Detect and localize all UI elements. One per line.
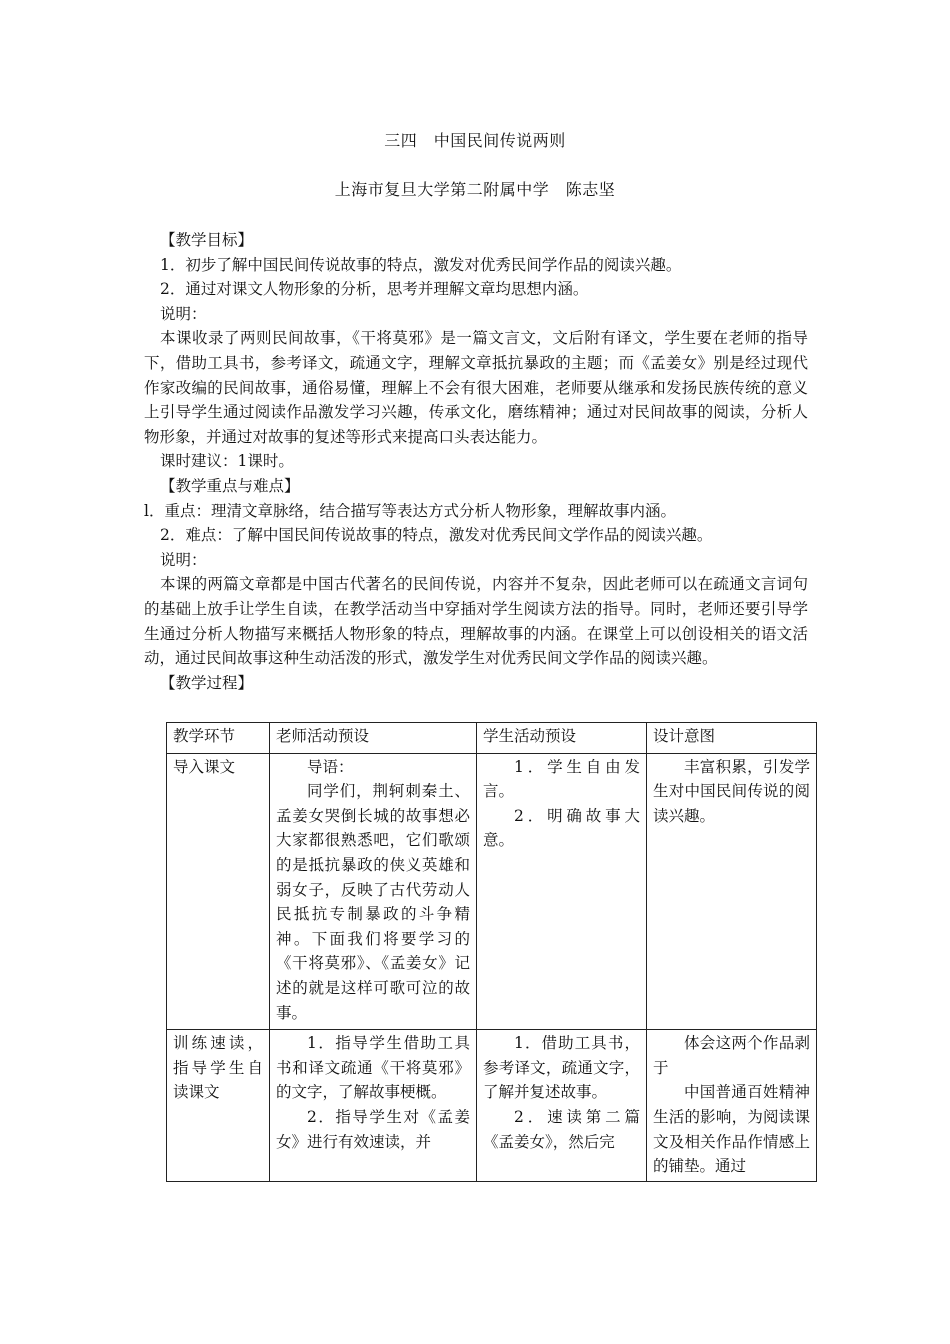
document-title: 三四 中国民间传说两则	[384, 131, 566, 150]
focus-note: 本课的两篇文章都是中国古代著名的民间传说，内容并不复杂，因此老师可以在疏通文言词句的基础上放手让学生自读，在教学活动当中穿插对学生阅读方法的指导。同时，老师还要引导学生通过分析人物描写来概括人物形象的特点，理解故事的内涵。在课堂上可以创设相关的语文活动，通过民间故事这种生动活泼的形式，激发学生对优秀民间文学作品的阅读兴趣。	[144, 575, 808, 668]
stage-cell	[167, 1030, 270, 1182]
teacher-text: 导语：	[307, 757, 354, 776]
intent-text: 体会这两个作品剥于	[653, 1034, 810, 1077]
process-heading: 【教学过程】	[160, 673, 254, 692]
focus-note-label: 说明：	[160, 550, 207, 569]
stage-cell	[167, 753, 270, 1030]
teacher-cell	[270, 753, 477, 1030]
class-hours: 课时建议：1课时。	[160, 452, 294, 471]
table-row	[167, 1030, 817, 1182]
document-author: 上海市复旦大学第二附属中学 陈志坚	[334, 180, 616, 199]
column-header: 学生活动预设	[477, 723, 647, 754]
intent-cell	[647, 1030, 817, 1182]
goals-note: 本课收录了两则民间故事，《干将莫邪》是一篇文言文，文后附有译文，学生要在老师的指导下，借助工具书，参考译文，疏通文字，理解文章抵抗暴政的主题；而《孟姜女》别是经过现代作家改编的民间故事，通俗易懂，理解上不会有很大困难，老师要从继承和发扬民族传统的意义上引导学生通过阅读作品激发学习兴趣，传承文化，磨练精神；通过对民间故事的阅读，分析人物形象，并通过对故事的复述等形式来提高口头表达能力。	[144, 329, 808, 446]
column-header: 设计意图	[647, 723, 817, 754]
intent-text: 丰富积累，引发学生对中国民间传说的阅读兴趣。	[653, 757, 810, 825]
intent-text: 中国普通百姓精神生活的影响，为阅读课文及相关作品作情感上的铺垫。通过	[653, 1083, 810, 1176]
document-body	[144, 228, 808, 695]
stage-text: 训练速读，指导学生自读课文	[173, 1034, 263, 1102]
intent-cell	[647, 753, 817, 1030]
goal-item: 2．通过对课文人物形象的分析，思考并理解文章均思想内涵。	[160, 280, 589, 299]
stage-text: 导入课文	[173, 757, 236, 776]
teacher-cell	[270, 1030, 477, 1182]
goals-note-label: 说明：	[160, 304, 207, 323]
teacher-text: 同学们，荆轲刺秦土、孟姜女哭倒长城的故事想必大家都很熟悉吧，它们歌颂的是抵抗暴政的侠义英雄和弱女子，反映了古代劳动人民抵抗专制暴政的斗争精神。下面我们将要学习的《干将莫邪》、《孟姜女》记述的就是这样可歌可泣的故事。	[276, 782, 470, 1022]
teaching-process-table	[166, 722, 817, 1182]
student-text: 1．学生自由发言。	[483, 757, 640, 801]
column-header: 老师活动预设	[270, 723, 477, 754]
column-header: 教学环节	[167, 723, 270, 754]
focus-item: l．重点：理清文章脉络，结合描写等表达方式分析人物形象，理解故事内涵。	[144, 501, 676, 520]
student-cell	[477, 1030, 647, 1182]
focus-item: 2．难点：了解中国民间传说故事的特点，激发对优秀民间文学作品的阅读兴趣。	[160, 526, 713, 545]
goals-heading: 【教学目标】	[160, 231, 254, 249]
goal-item: 1．初步了解中国民间传说故事的特点，激发对优秀民间学作品的阅读兴趣。	[160, 255, 682, 274]
focus-heading: 【教学重点与难点】	[160, 476, 300, 495]
table-row	[167, 753, 817, 1030]
student-text: 1．借助工具书，参考译文，疏通文字，了解并复述故事。	[483, 1034, 640, 1102]
student-cell	[477, 753, 647, 1030]
teacher-text: 2．指导学生对《孟姜女》进行有效速读，并	[276, 1107, 470, 1151]
student-text: 2．速读第二篇《孟姜女》，然后完	[483, 1107, 640, 1151]
table-header-row	[167, 723, 817, 754]
teacher-text: 1．指导学生借助工具书和译文疏通《干将莫邪》的文字，了解故事梗概。	[276, 1034, 470, 1102]
student-text: 2．明确故事大意。	[483, 806, 640, 850]
